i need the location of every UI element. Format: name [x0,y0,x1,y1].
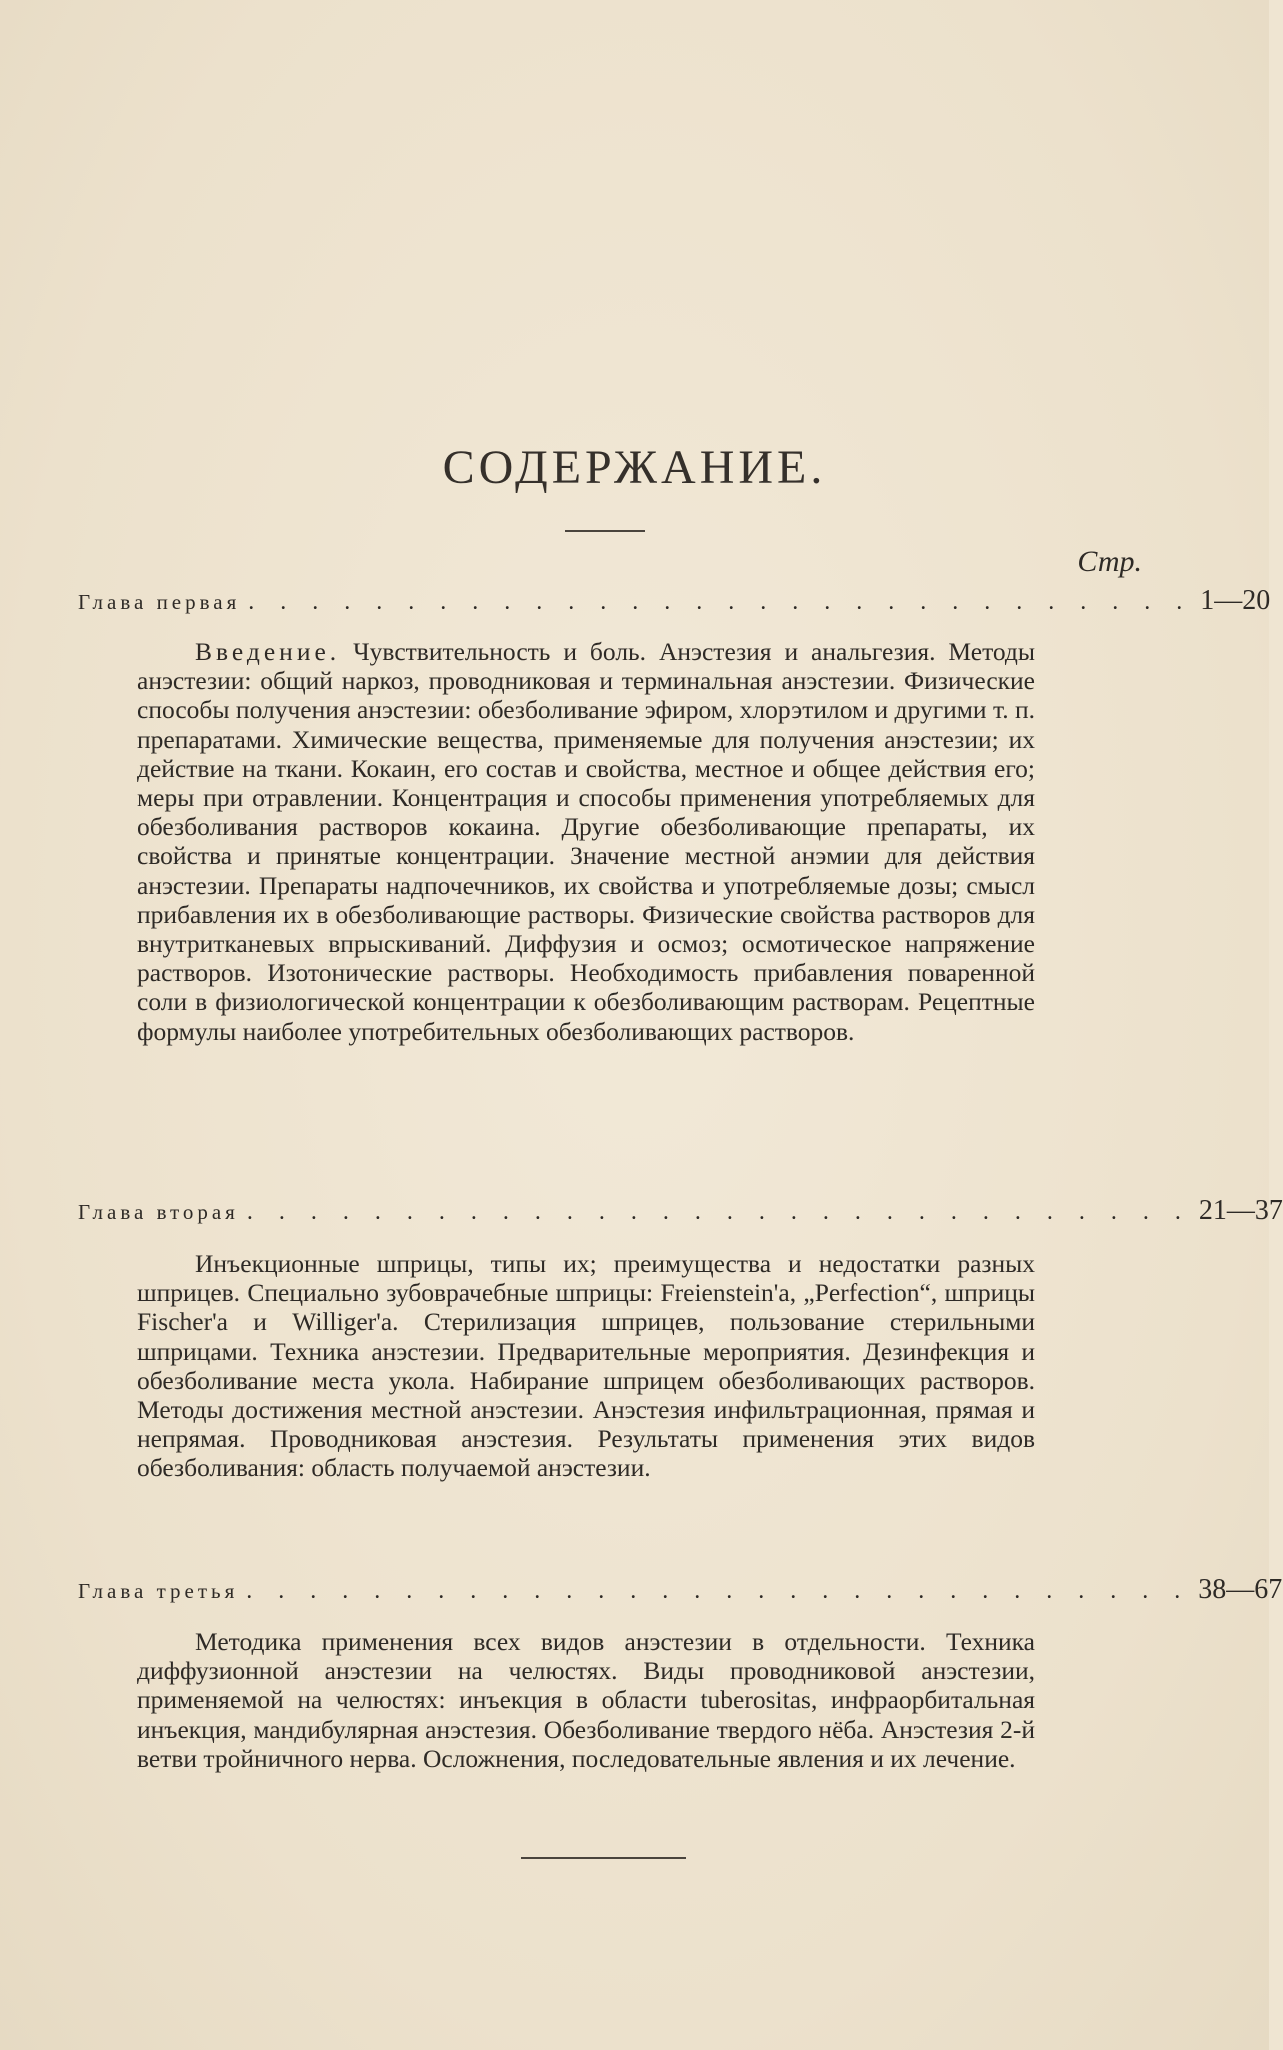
chapter-summary-text: Чувствительность и боль. Анэстезия и анальгезия. Методы анэстезии: общий наркоз, проводниковая и терминальная анэстезии. Физические способы получения анэстезии: обезболивание эфиром, хлорэтилом и другими т. п. препаратами. Химические вещества, применяемые для получения анэстезии; их действие на ткани. Кокаин, его состав и свойства, местное и общее действия его; меры при отравлении. Концентрация и способы применения употребляемых для обезболивания растворов кокаина. Другие обезболивающие препараты, их свойства и принятые концентрации. Значение местной анэмии для действия анэстезии. Препараты надпочечников, их свойства и употребляемые дозы; смысл прибавления их в обезболивающие растворы. Физические свойства растворов для внутритканевых впрыскиваний. Диффузия и осмоз; осмотическое напряжение растворов. Изотонические растворы. Необходимость прибавления поваренной соли в физиологической концентрации к обезболивающим растворам. Рецептные формулы наиболее употребительных обезболивающих растворов. [137,637,1035,1046]
toc-entry-chapter-2 [78,1195,1283,1235]
chapter-label: Глава первая [78,590,241,614]
leader-dots: . . . . . . . . . . . . . . . . . . . . . . . . . . . . . . [248,589,1193,615]
leader-dots: . . . . . . . . . . . . . . . . . . . . . . . . . . . . . . [246,1199,1191,1225]
chapter-label: Глава вторая [78,1200,239,1224]
chapter-1-summary [137,637,1035,1046]
chapter-pages: 21—37 [1198,1195,1283,1226]
toc-entry-chapter-1 [78,585,1271,625]
toc-entry-chapter-3 [78,1574,1283,1614]
leader-dots: . . . . . . . . . . . . . . . . . . . . . . . . . . . . . . [246,1578,1191,1604]
chapter-pages: 38—67 [1198,1574,1283,1605]
title-divider [565,530,645,532]
chapter-3-summary: Методика применения всех видов анэстезии в отдельности. Техника диффузионной анэстезии на челюстях. Виды проводниковой анэстезии, применяемой на челюстях: инъекция в области tuberositas, инфраорбитальная инъекция, мандибулярная анэстезия. Обезболивание твердого нёба. Анэстезия 2-й ветви тройничного нерва. Осложнения, последовательные явления и их лечение. [137,1627,1035,1773]
chapter-label: Глава третья [78,1579,239,1603]
chapter-lead: Введение. [195,637,341,666]
page-column-header: Стр. [1077,545,1142,578]
chapter-2-summary: Инъекционные шприцы, типы их; преимущества и недостатки разных шприцев. Специально зубоврачебные шприцы: Freienstein'a, „Perfection“, шприцы Fischer'a и Williger'a. Стерилизация шприцев, пользование стерильными шприцами. Техника анэстезии. Предварительные мероприятия. Дезинфекция и обезболивание места укола. Набирание шприцем обезболивающих растворов. Методы достижения местной анэстезии. Анэстезия инфильтрационная, прямая и непрямая. Проводниковая анэстезия. Результаты применения этих видов обезболивания: область получаемой анэстезии. [137,1249,1035,1483]
bottom-divider [521,1857,686,1859]
chapter-pages: 1—20 [1200,585,1271,616]
page-title: СОДЕРЖАНИЕ. [442,441,827,494]
